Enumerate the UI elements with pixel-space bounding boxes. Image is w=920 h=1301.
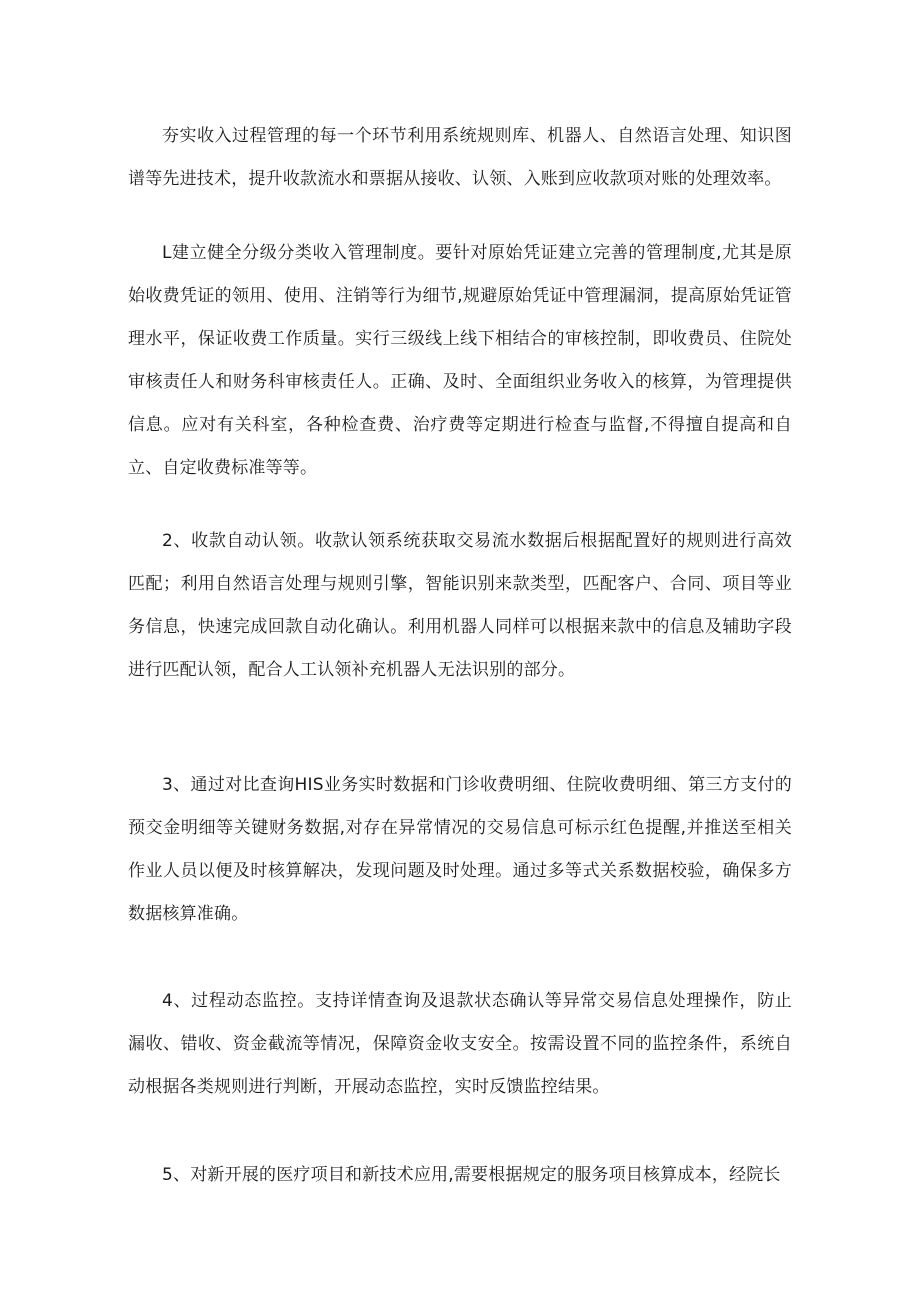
paragraph-item-3: 3、通过对比查询HIS业务实时数据和门诊收费明细、住院收费明细、第三方支付的预交金明细等关键财务数据,对存在异常情况的交易信息可标示红色提醒,并推送至相关作业人员以便及时核算解决，发现问题及时处理。通过多等式关系数据校验，确保多方数据核算准确。 [128,775,792,924]
paragraph-intro: 夯实收入过程管理的每一个环节利用系统规则库、机器人、自然语言处理、知识图谱等先进技术，提升收款流水和票据从接收、认领、入账到应收款项对账的处理效率。 [128,126,792,189]
paragraph-item-2: 2、收款自动认领。收款认领系统获取交易流水数据后根据配置好的规则进行高效匹配；利用自然语言处理与规则引擎，智能识别来款类型，匹配客户、合同、项目等业务信息，快速完成回款自动化确认。利用机器人同样可以根据来款中的信息及辅助字段进行匹配认领，配合人工认领补充机器人无法识别的部分。 [128,531,792,680]
paragraph-item-4: 4、过程动态监控。支持详情查询及退款状态确认等异常交易信息处理操作，防止漏收、错收、资金截流等情况，保障资金收支安全。按需设置不同的监控条件，系统自动根据各类规则进行判断，开展动态监控，实时反馈监控结果。 [128,991,792,1097]
paragraph-item-5: 5、对新开展的医疗项目和新技术应用,需要根据规定的服务项目核算成本，经院长 [162,1165,781,1185]
paragraph-item-1: L建立健全分级分类收入管理制度。要针对原始凭证建立完善的管理制度,尤其是原始收费凭证的领用、使用、注销等行为细节,规避原始凭证中管理漏洞，提高原始凭证管理水平，保证收费工作质量。实行三级线上线下相结合的审核控制，即收费员、住院处审核责任人和财务科审核责任人。正确、及时、全面组织业务收入的核算，为管理提供信息。应对有关科室，各种检查费、治疗费等定期进行检查与监督,不得擅自提高和自立、自定收费标准等等。 [128,243,792,478]
